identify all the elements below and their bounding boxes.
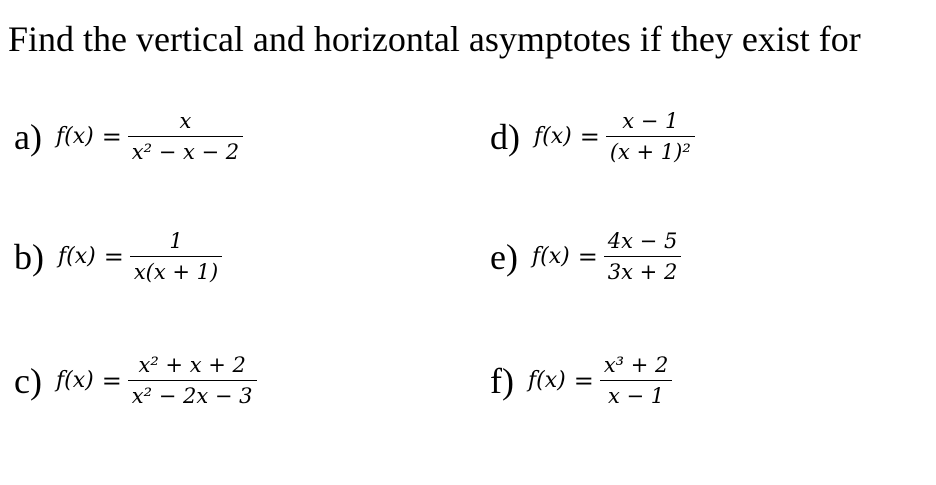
denominator: x² − x − 2: [131, 140, 240, 164]
equals-sign: =: [103, 242, 124, 271]
problem-d: [490, 106, 695, 167]
problem-a: [14, 106, 243, 167]
function-name: f(x): [531, 244, 570, 269]
numerator: x − 1: [606, 106, 695, 137]
denominator: 3x + 2: [607, 260, 678, 284]
problem-letter: d): [490, 116, 520, 157]
numerator: x³ + 2: [600, 350, 673, 381]
function-name: f(x): [58, 244, 96, 269]
denominator: x² − 2x − 3: [131, 384, 253, 408]
problem-e: [490, 226, 681, 287]
fraction: [128, 106, 243, 167]
equals-sign: =: [577, 242, 598, 271]
function-name: f(x): [527, 368, 566, 393]
problem-letter: f): [490, 360, 514, 401]
numerator: x² + x + 2: [128, 350, 257, 381]
fraction: [600, 350, 673, 411]
numerator: 4x − 5: [604, 226, 682, 257]
denominator: (x + 1)²: [609, 140, 691, 164]
problem-f: [490, 350, 672, 411]
problem-b: [14, 226, 222, 287]
fraction: [606, 106, 695, 167]
problem-c: [14, 350, 257, 411]
function-name: f(x): [55, 124, 94, 149]
equals-sign: =: [573, 366, 594, 395]
denominator: x − 1: [608, 384, 665, 408]
denominator: x(x + 1): [133, 260, 219, 284]
problem-letter: e): [490, 236, 518, 277]
function-name: f(x): [55, 368, 94, 393]
problem-letter: a): [14, 116, 42, 157]
question-prompt: Find the vertical and horizontal asymptotes if they exist for: [8, 19, 861, 59]
fraction: [128, 350, 257, 411]
equals-sign: =: [101, 122, 122, 151]
function-name: f(x): [534, 124, 572, 149]
problem-letter: b): [14, 236, 44, 277]
equals-sign: =: [579, 122, 600, 151]
fraction: [130, 226, 222, 287]
problem-letter: c): [14, 360, 42, 401]
numerator: 1: [130, 226, 222, 257]
equals-sign: =: [101, 366, 122, 395]
numerator: x: [128, 106, 243, 137]
fraction: [604, 226, 682, 287]
